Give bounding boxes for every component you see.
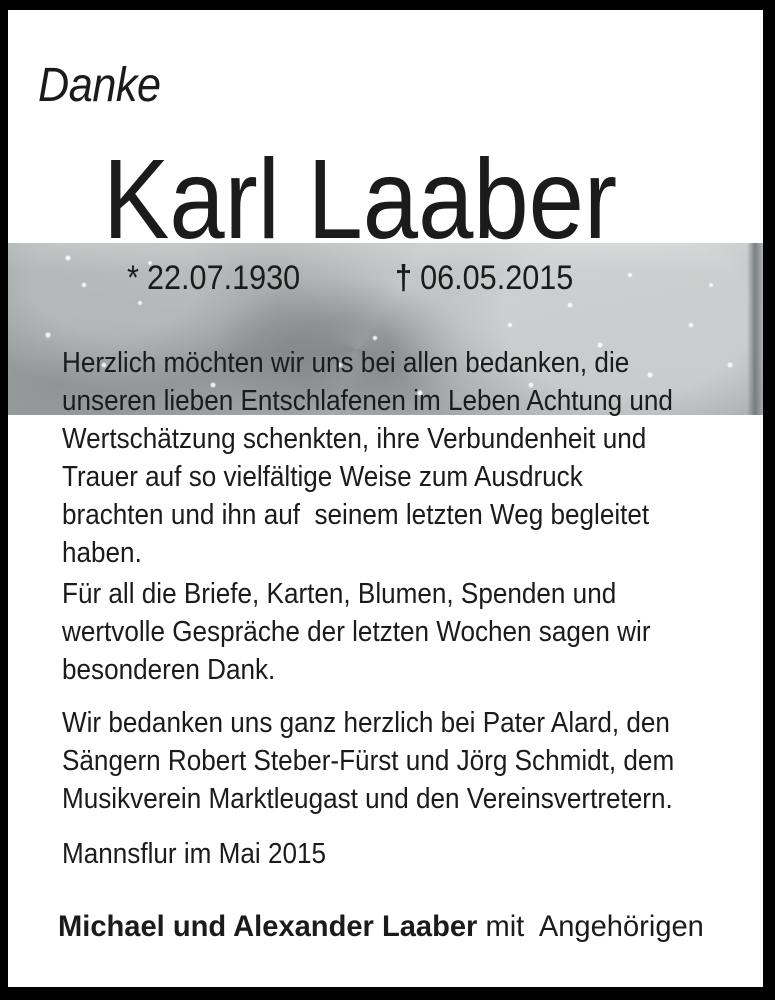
death-cross-icon: †	[395, 259, 413, 297]
text-line: brachten und ihn auf seinem letzten Weg begleitet	[62, 499, 650, 531]
text-line: Trauer auf so vielfältige Weise zum Ausdruck	[62, 461, 583, 493]
birth-date: 22.07.1930	[147, 259, 301, 297]
text-line: Herzlich möchten wir uns bei allen bedanken, die	[62, 347, 630, 379]
text-line: haben.	[62, 537, 142, 569]
danke-heading-text: Danke	[38, 59, 161, 112]
birth-date-line	[127, 261, 319, 295]
signature-suffix: mit Angehörigen	[477, 910, 704, 943]
signature-names: Michael und Alexander Laaber	[58, 910, 478, 943]
text-line: unseren lieben Entschlafenen im Leben Achtung und	[62, 385, 673, 417]
deceased-name-text: Karl Laaber	[103, 136, 618, 262]
text-line: besonderen Dank.	[62, 654, 276, 686]
death-date: 06.05.2015	[420, 259, 574, 297]
danke-heading	[38, 59, 174, 112]
birth-star-icon: *	[127, 259, 139, 297]
death-date-line	[395, 261, 593, 295]
text-line: Sängern Robert Steber-Fürst und Jörg Schmidt, dem	[62, 745, 675, 777]
text-line: Wertschätzung schenkten, ihre Verbundenheit und	[62, 423, 647, 455]
place-date-text: Mannsflur im Mai 2015	[62, 838, 327, 870]
thanks-paragraph-2	[62, 575, 716, 689]
text-line: Für all die Briefe, Karten, Blumen, Spenden und	[62, 578, 617, 610]
text-line: wertvolle Gespräche der letzten Wochen sagen wir	[62, 616, 651, 648]
thanks-paragraph-1	[62, 344, 741, 572]
text-line: Musikverein Marktleugast und den Vereinsvertretern.	[62, 783, 673, 815]
place-date-line	[62, 835, 355, 873]
text-line: Wir bedanken uns ganz herzlich bei Pater Alard, den	[62, 707, 670, 739]
deceased-name	[103, 136, 687, 262]
thanks-paragraph-3	[62, 704, 742, 818]
signature-line	[58, 908, 724, 946]
